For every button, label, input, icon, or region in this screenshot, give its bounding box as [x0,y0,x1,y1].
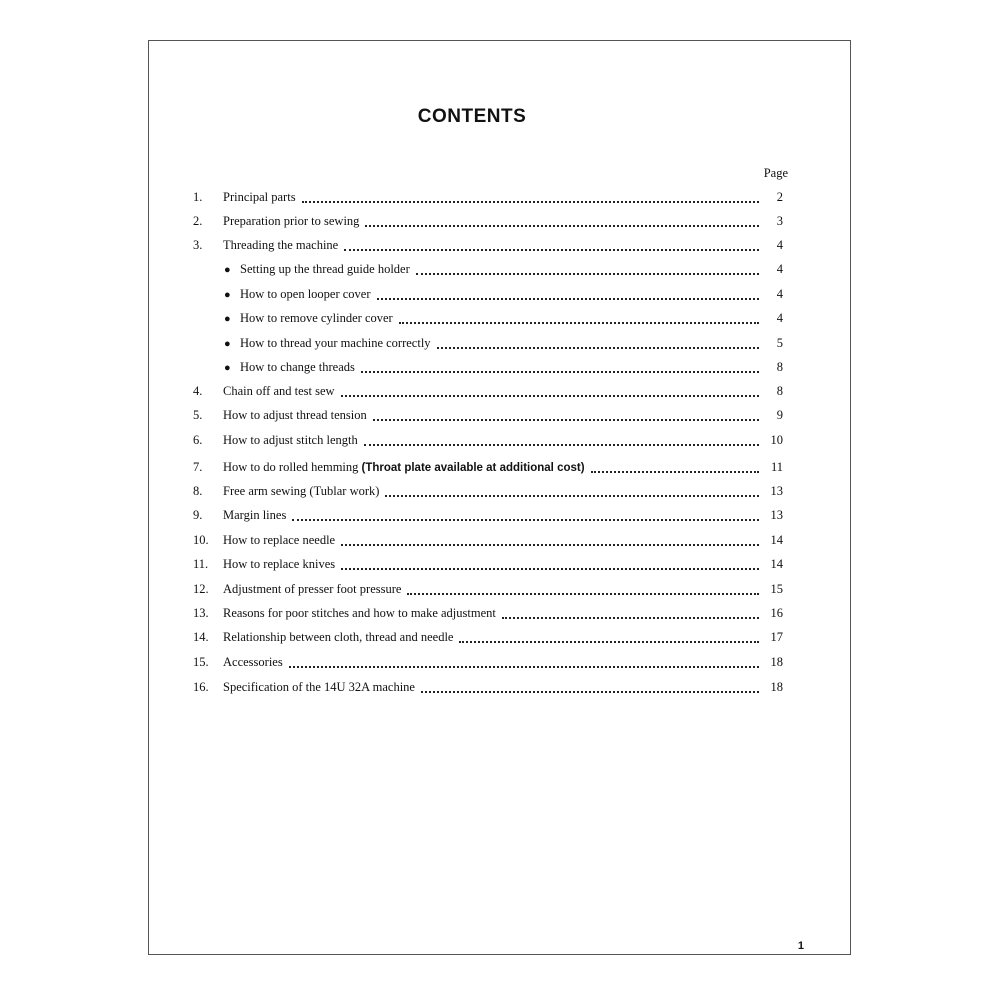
toc-entry-label: How to replace knives [223,557,336,571]
dot-leader [377,298,759,300]
toc-entry-label: Specification of the 14U 32A machine [223,680,415,694]
toc-entry [193,190,783,208]
toc-entry-number: 12. [193,582,209,596]
toc-entry-page: 11 [770,460,783,474]
toc-entry [193,533,783,551]
toc-entry-label: Setting up the thread guide holder [240,262,410,276]
toc-entry-number: 8. [193,484,203,498]
dot-leader [361,371,759,373]
bullet-icon: ● [224,362,231,374]
toc-entry [193,262,783,280]
dot-leader [373,419,759,421]
toc-entry-number: 6. [193,433,203,447]
toc-entry-page: 10 [770,433,783,447]
toc-entry-label: How to adjust thread tension [223,408,367,422]
toc-entry-page: 17 [770,630,783,644]
bullet-icon: ● [224,264,231,276]
dot-leader [399,322,759,324]
toc-entry [193,606,783,624]
dot-leader [459,641,759,643]
toc-entry-label: How to do rolled hemming [223,460,359,474]
toc-entry [193,360,783,378]
toc-entry-label: Free arm sewing (Tublar work) [223,484,380,498]
toc-entry-label: How to thread your machine correctly [240,336,431,350]
toc-entry [193,680,783,698]
toc-entry-label: Threading the machine [223,238,339,252]
toc-entry-number: 4. [193,384,203,398]
toc-entry-page: 5 [776,336,783,350]
dot-leader [341,544,759,546]
toc-entry-page: 13 [770,484,783,498]
toc-entry-note: (Throat plate available at additional cost) [361,462,585,474]
toc-entry-page: 16 [770,606,783,620]
toc-entry-page: 4 [776,238,783,252]
toc-entry-page: 4 [776,311,783,325]
toc-entry-number: 3. [193,238,203,252]
toc-entry-label: How to open looper cover [240,287,371,301]
toc-entry-page: 2 [776,190,783,204]
toc-entry [193,433,783,451]
dot-leader [416,273,759,275]
toc-entry [193,408,783,426]
toc-entry-number: 9. [193,508,203,522]
dot-leader [344,249,759,251]
toc-entry-label: Principal parts [223,190,296,204]
toc-entry-page: 14 [770,557,783,571]
toc-entry-label: How to adjust stitch length [223,433,358,447]
toc-entry-page: 18 [770,655,783,669]
dot-leader [341,568,759,570]
toc-entry-label: Margin lines [223,508,287,522]
toc-entry [193,336,783,354]
dot-leader [292,519,759,521]
toc-entry [193,655,783,673]
toc-entry-page: 15 [770,582,783,596]
bullet-icon: ● [224,313,231,325]
page-column-header: Page [763,166,788,180]
toc-entry-number: 7. [193,460,203,474]
toc-entry-label: Preparation prior to sewing [223,214,360,228]
dot-leader [365,225,759,227]
dot-leader [302,201,759,203]
dot-leader [385,495,759,497]
toc-entry-number: 11. [193,557,209,571]
toc-entry-number: 15. [193,655,209,669]
bullet-icon: ● [224,289,231,301]
toc-entry-page: 18 [770,680,783,694]
dot-leader [591,471,759,473]
toc-entry-number: 5. [193,408,203,422]
toc-entry-page: 4 [776,287,783,301]
toc-entry-page: 8 [776,360,783,374]
toc-entry-label: Reasons for poor stitches and how to make adjustment [223,606,496,620]
toc-entry [193,384,783,402]
toc-entry [193,460,783,478]
toc-entry [193,508,783,526]
toc-entry-label: How to replace needle [223,533,336,547]
dot-leader [437,347,759,349]
toc-entry-label: Relationship between cloth, thread and needle [223,630,454,644]
toc-entry [193,557,783,575]
footer-page-number: 1 [797,940,804,952]
toc-entry-label: Accessories [223,655,283,669]
toc-entry-page: 4 [776,262,783,276]
toc-entry-number: 10. [193,533,209,547]
dot-leader [407,593,759,595]
toc-entry-page: 13 [770,508,783,522]
toc-entry-number: 13. [193,606,209,620]
toc-entry-page: 14 [770,533,783,547]
toc-entry [193,582,783,600]
dot-leader [364,444,759,446]
dot-leader [421,691,759,693]
toc-entry-page: 9 [776,408,783,422]
toc-entry-number: 1. [193,190,203,204]
toc-entry [193,238,783,256]
bullet-icon: ● [224,338,231,350]
toc-entry-label: Adjustment of presser foot pressure [223,582,402,596]
toc-entry-label: How to remove cylinder cover [240,311,393,325]
toc-entry [193,311,783,329]
page-title: CONTENTS [417,106,527,127]
toc-entry [193,630,783,648]
toc-entry-label: How to change threads [240,360,355,374]
toc-entry [193,214,783,232]
dot-leader [289,666,759,668]
toc-entry-page: 8 [776,384,783,398]
toc-entry [193,287,783,305]
toc-entry [193,484,783,502]
toc-entry-number: 14. [193,630,209,644]
dot-leader [502,617,759,619]
toc-entry-number: 16. [193,680,209,694]
dot-leader [341,395,759,397]
toc-entry-label: Chain off and test sew [223,384,335,398]
toc-entry-number: 2. [193,214,203,228]
toc-entry-page: 3 [776,214,783,228]
